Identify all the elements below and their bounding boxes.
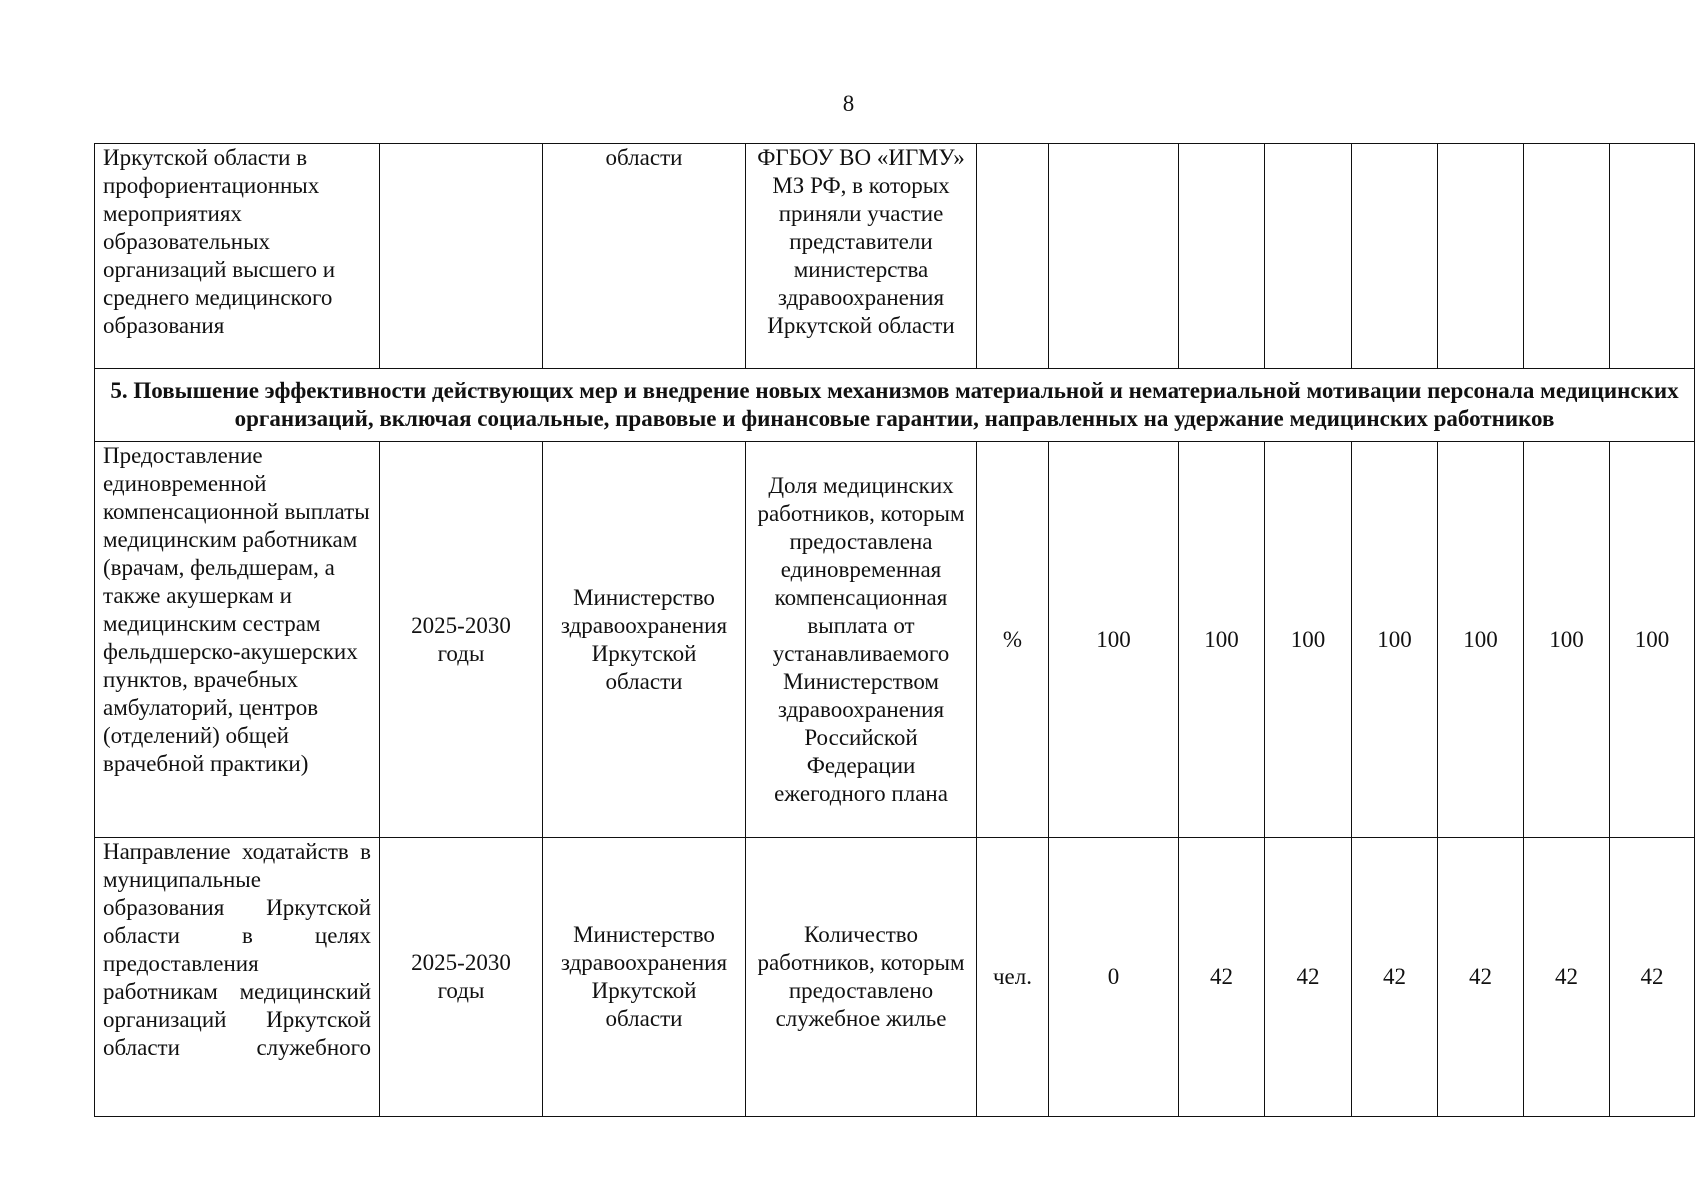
measure-cell: Иркутской области в профориентационных мероприятиях образовательных организаций высшего и среднего медицинского образования [95,144,380,369]
unit-cell [977,144,1049,369]
value-cell: 42 [1352,838,1438,1117]
value-cell: 100 [1438,442,1524,838]
value-cell: 100 [1179,442,1265,838]
value-cell [1352,144,1438,369]
value-cell: 42 [1179,838,1265,1117]
measure-cell: Предоставление единовременной компенсационной выплаты медицинским работникам (врачам, фельдшерам, а также акушеркам и медицинским сестрам фельдшерско-акушерских пунктов, врачебных амбулаторий, центров (отделений) общей врачебной практики) [95,442,380,838]
value-cell: 0 [1049,838,1179,1117]
table-row-continuation [95,144,1695,369]
indicator-cell: Доля медицинских работников, которым предоставлена единовременная компенсационная выплата от устанавливаемого Министерством здравоохранения Российской Федерации ежегодного плана [746,442,977,838]
term-cell: 2025-2030 годы [380,442,543,838]
executor-cell: Министерство здравоохранения Иркутской области [543,838,746,1117]
term-cell: 2025-2030 годы [380,838,543,1117]
value-cell: 100 [1610,442,1695,838]
value-cell [1049,144,1179,369]
unit-cell: чел. [977,838,1049,1117]
unit-cell: % [977,442,1049,838]
value-cell [1438,144,1524,369]
term-cell [380,144,543,369]
value-cell [1179,144,1265,369]
indicator-cell: ФГБОУ ВО «ИГМУ» МЗ РФ, в которых приняли участие представители министерства здравоохранения Иркутской области [746,144,977,369]
value-cell: 100 [1265,442,1352,838]
table-row [95,838,1695,1117]
table-row [95,442,1695,838]
value-cell: 100 [1524,442,1610,838]
section-heading: 5. Повышение эффективности действующих мер и внедрение новых механизмов материальной и нематериальной мотивации персонала медицинских организаций, включая социальные, правовые и финансовые гарантии, направленных на удержание медицинских работников [95,369,1695,442]
value-cell: 42 [1438,838,1524,1117]
value-cell [1610,144,1695,369]
executor-cell: Министерство здравоохранения Иркутской области [543,442,746,838]
value-cell: 42 [1265,838,1352,1117]
indicator-cell: Количество работников, которым предоставлено служебное жилье [746,838,977,1117]
value-cell [1524,144,1610,369]
value-cell: 42 [1610,838,1695,1117]
value-cell: 100 [1352,442,1438,838]
section-heading-row [95,369,1695,442]
value-cell: 100 [1049,442,1179,838]
executor-cell: области [543,144,746,369]
value-cell: 42 [1524,838,1610,1117]
page-number: 8 [842,91,855,116]
value-cell [1265,144,1352,369]
measure-cell: Направление ходатайств в муниципальные образования Иркутской области в целях предоставления работникам медицинский организаций Иркутской области служебного [95,838,380,1117]
measures-table [94,143,1695,1117]
